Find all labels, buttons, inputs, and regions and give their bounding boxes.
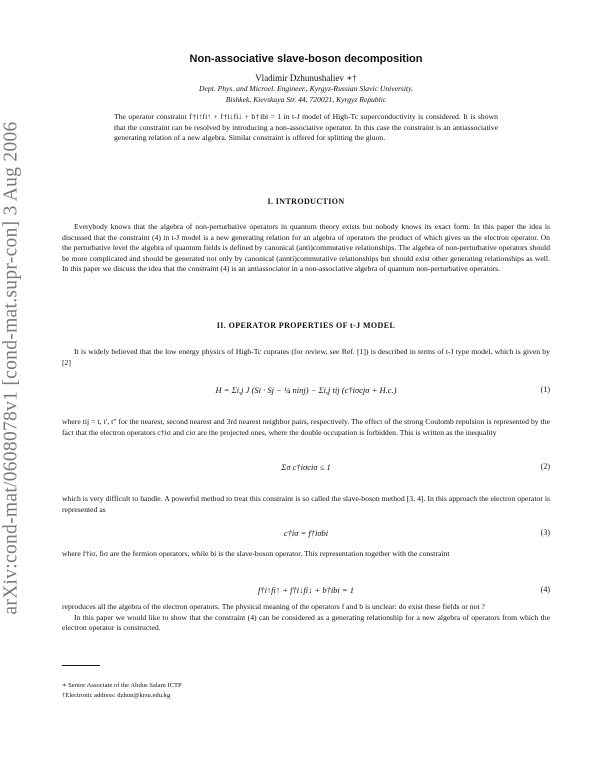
section-2-paragraph-5 (62, 602, 550, 634)
intro-paragraph: Everybody knows that the algebra of non-perturbative operators in quantum theory exists but nobody knows its exact form. In this paper the idea is discussed that the constraint (4) in t-J model is a new generating relation for an algebra of operators the product of which gives us the electron operator. On the perturbative level the algebra of quantum fields is defined by canonical (anti)commutative relationships. The algebra of non-perturbative operators should be more complicated and should be generated not only by canonical (annti)commutative relationships but should exist other generating relationships as well. In this paper we discuss the idea that the constraint (4) is an antiassociator in a non-associative algebra of quantum non-perturbative operators. (62, 222, 550, 273)
paragraph-text: where tij = t, t′, t″ for the nearest, second nearest and 3rd nearest neighbor pairs, respectively. The effect of the strong Coulomb repulsion is represented by the fact that the electron operators c†iσ and ciσ are the projected ones, where the double occupation is forbidden. This is written as the inequality (62, 417, 550, 437)
section-2-paragraph-1 (62, 347, 550, 368)
paragraph-text: It is widely believed that the low energy physics of High-Tc cuprates (for review, see Ref. [1]) is described in terms of t-J type model, which is given by [2] (62, 347, 550, 367)
equation-3-number: (3) (540, 528, 550, 537)
affiliation-line-2: Bishkek, Kievskaya Str. 44, 720021, Kyrgyz Republic (225, 95, 387, 104)
equation-3 (62, 528, 550, 542)
equation-1 (62, 385, 550, 399)
equation-1-body: H = Σi,j J (Si · Sj − ¼ ninj) − Σi,j tij (c†iσcjσ + H.c.) (215, 385, 397, 395)
equation-4-body: f†i↑fi↑ + f†i↓fi↓ + b†ibi = 1 (257, 585, 355, 595)
equation-4-number: (4) (540, 585, 550, 594)
paper-title: Non-associative slave-boson decomposition (189, 53, 423, 65)
footnote-2: †Electronic address: dzhun@krsu.edu.kg (62, 691, 171, 699)
section-2-heading: II. OPERATOR PROPERTIES OF t-J MODEL (216, 321, 396, 330)
equation-2 (62, 462, 550, 476)
affiliation-line-1: Dept. Phys. and Microel. Engineer., Kyrgyz-Russian Slavic University, (199, 84, 413, 93)
section-2-paragraph-2 (62, 417, 550, 438)
section-2-paragraph-4 (62, 549, 550, 560)
paragraph-text: where f†iσ, fiσ are the fermion operators, while bi is the slave-boson operator. This representation together with the constraint (62, 549, 450, 558)
equation-1-number: (1) (540, 385, 550, 394)
paragraph-text: In this paper we would like to show that the constraint (4) can be considered as a generating relationship for a new algebra of operators from which the electron operator is constructed. (62, 612, 550, 632)
footnotes (62, 681, 550, 700)
author-line: Vladimir Dzhunushaliev ∗† (255, 73, 357, 83)
abstract: The operator constraint f†i↑fi↑ + f†i↓fi↓ + b†ibi = 1 in t-J model of High-Tc superconductivity is considered. It is shown that the constraint can be resolved by introducing a non-associative operator. In this case the constraint is an antiassociative generating relation of a new algebra. Similar constraint is offered for splitting the gluon. (114, 112, 498, 143)
equation-4 (62, 585, 550, 599)
arxiv-id: arXiv:cond-mat/0608078v1 [cond-mat.supr-con] 3 Aug 2006 (1, 121, 23, 615)
footnote-1: ∗ Senior Associate of the Abdus Salam ICTP (62, 682, 182, 689)
affiliation (62, 83, 550, 105)
paragraph-text: which is very difficult to handle. A powerful method to treat this constraint is so called the slave-boson method [3, 4]. In this approach the electron operator is represented as (62, 494, 550, 514)
paragraph-text: reproduces all the algebra of the electron operators. The physical meaning of the operators f and b is unclear: do exist these fields or not ? (62, 602, 485, 611)
equation-2-body: Σσ c†iσciσ ≤ 1 (281, 462, 331, 472)
section-2-paragraph-3 (62, 494, 550, 515)
arxiv-stamp (2, 118, 22, 618)
equation-3-body: c†iσ = f†iσbi (283, 528, 329, 538)
section-1-heading: I. INTRODUCTION (267, 197, 345, 206)
equation-2-number: (2) (540, 462, 550, 471)
section-1-text (62, 222, 550, 275)
footnote-rule (62, 665, 100, 666)
